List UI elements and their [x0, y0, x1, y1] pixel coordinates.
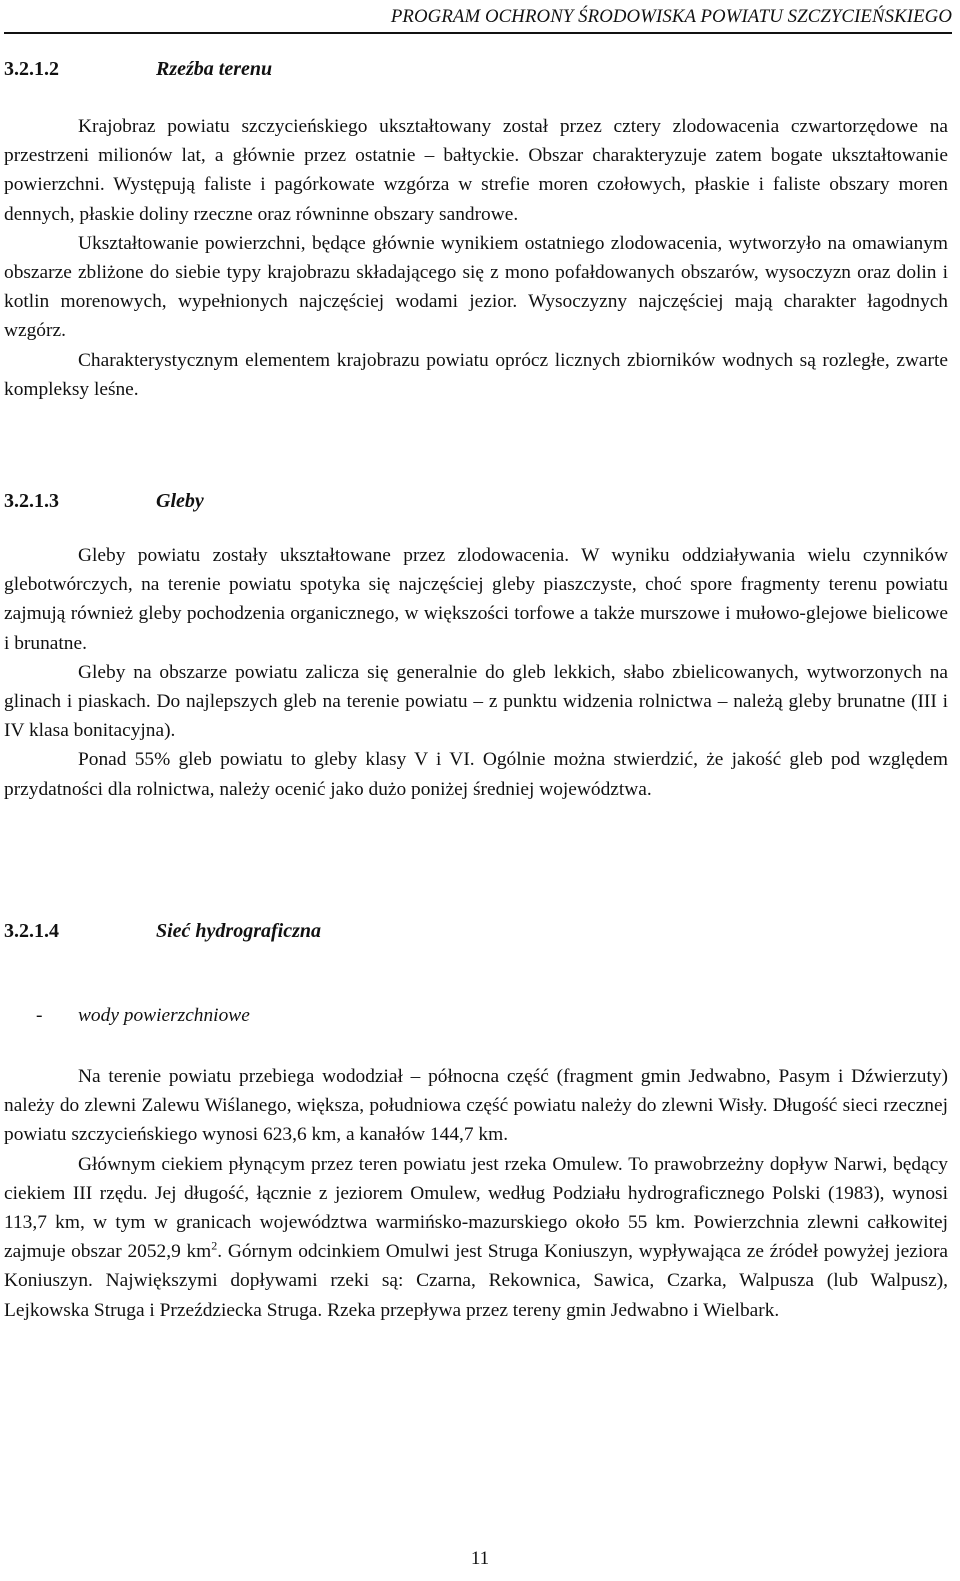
subsection-wody-powierzchniowe: [36, 1002, 250, 1030]
subsection-label: wody powierzchniowe: [78, 1005, 250, 1026]
running-header: [4, 2, 952, 34]
page-number: 11: [470, 1548, 490, 1569]
paragraph: Gleby na obszarze powiatu zalicza się generalnie do gleb lekkich, słabo zbielicowanych, wytworzonych na glinach i piaskach. Do najlepszych gleb na terenie powiatu – z punktu widzenia rolnictwa – należą gleby brunatne (III i IV klasa bonitacyjna).: [4, 661, 948, 742]
list-marker: -: [36, 1005, 43, 1026]
paragraph-with-superscript: [4, 1150, 948, 1325]
section-body-siec-hydrograficzna: [4, 1062, 948, 1325]
section-heading-gleby: [4, 487, 204, 515]
paragraph: Krajobraz powiatu szczycieńskiego ukształtowany został przez cztery zlodowacenia czwartorzędowe na przestrzeni milionów lat, a głównie przez ostatnie – bałtyckie. Obszar charakteryzuje zatem bogate ukształtowanie powierzchni. Występują faliste i pagórkowate wzgórza w strefie moren czołowych, płaskie i faliste obszary moren dennych, płaskie doliny rzeczne oraz równinne obszary sandrowe.: [4, 116, 948, 225]
section-body-gleby: [4, 541, 948, 804]
paragraph-text: Głównym ciekiem płynącym przez teren powiatu jest rzeka Omulew. To prawobrzeżny dopływ Narwi, będący ciekiem III rzędu. Jej długość, łącznie z jeziorem Omulew, według Podziału hydrograficznego Polski (1983), wynosi 113,7 km, w tym w granicach województwa warmińsko-mazurskiego około 55 km. Powierzchnia zlewni całkowitej zajmuje obszar 2052,9 km: [4, 1153, 948, 1263]
paragraph: Charakterystycznym elementem krajobrazu powiatu oprócz licznych zbiorników wodnych są rozległe, zwarte kompleksy leśne.: [4, 349, 948, 400]
section-heading-siec-hydrograficzna: [4, 917, 321, 945]
section-title: Sieć hydrograficzna: [156, 920, 321, 942]
running-header-title: PROGRAM OCHRONY ŚRODOWISKA POWIATU SZCZYCIEŃSKIEGO: [390, 6, 952, 27]
paragraph: Ponad 55% gleb powiatu to gleby klasy V i VI. Ogólnie można stwierdzić, że jakość gleb pod względem przydatności dla rolnictwa, należy ocenić jako dużo poniżej średniej województwa.: [4, 749, 948, 800]
superscript: 2: [211, 1238, 218, 1253]
paragraph: Gleby powiatu zostały ukształtowane przez zlodowacenia. W wyniku oddziaływania wielu czynników glebotwórczych, na terenie powiatu spotyka się najczęściej gleby piaszczyste, choć spore fragmenty terenu powiatu zajmują również gleby pochodzenia organicznego, w większości torfowe a także murszowe i mułowo-glejowe bielicowe i brunatne.: [4, 545, 948, 654]
section-number: 3.2.1.2: [4, 58, 59, 80]
paragraph-text: . Górnym odcinkiem Omulwi jest Struga Koniuszyn, wypływająca ze źródeł powyżej jeziora Koniuszyn. Największymi dopływami rzeki są: Czarna, Rekownica, Sawica, Czarka, Walpusza (lub Walpusz), Lejkowska Struga i Przeździecka Struga. Rzeka przepływa przez tereny gmin Jedwabno i Wielbark.: [4, 1241, 949, 1321]
section-body-rzezba-terenu: [4, 112, 948, 404]
section-heading-rzezba-terenu: [4, 55, 272, 83]
section-title: Gleby: [156, 490, 204, 512]
section-number: 3.2.1.4: [4, 920, 59, 942]
section-title: Rzeźba terenu: [156, 58, 273, 80]
paragraph: Na terenie powiatu przebiega wododział – północna część (fragment gmin Jedwabno, Pasym i Dźwierzuty) należy do zlewni Zalewu Wiślanego, większa, południowa część powiatu należy do zlewni Wisły. Długość sieci rzecznej powiatu szczycieńskiego wynosi 623,6 km, a kanałów 144,7 km.: [4, 1066, 948, 1146]
paragraph: Ukształtowanie powierzchni, będące głównie wynikiem ostatniego zlodowacenia, wytworzyło na omawianym obszarze zbliżone do siebie typy krajobrazu składającego się z mono pofałdowanych obszarów, wysoczyzn oraz dolin i kotlin morenowych, wypełnionych najczęściej wodami jezior. Wysoczyzny najczęściej mają charakter łagodnych wzgórz.: [4, 232, 948, 342]
section-number: 3.2.1.3: [4, 490, 59, 512]
